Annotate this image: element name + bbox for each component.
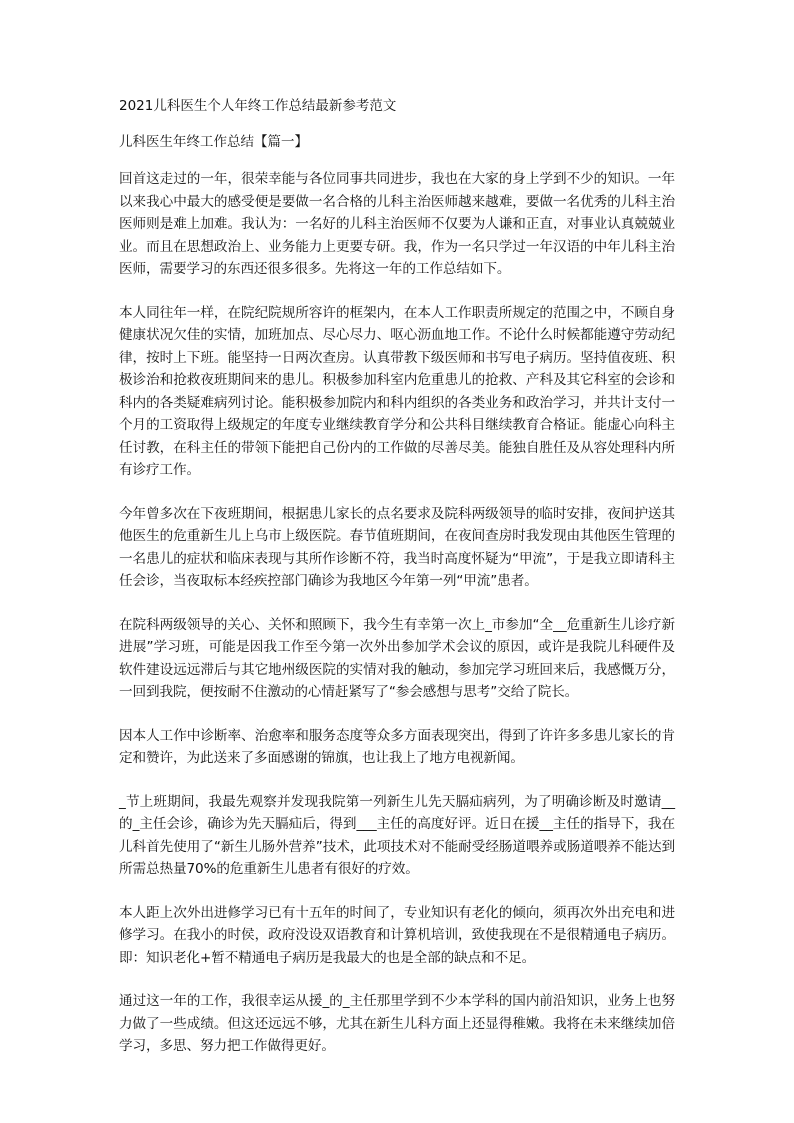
paragraph-1: 回首这走过的一年，很荣幸能与各位同事共同进步，我也在大家的身上学到不少的知识。一年以来我心中最大的感受便是要做一名合格的儿科主治医师越来越难，要做一名优秀的儿科主治医师则是难上加难。我认为：一名好的儿科主治医师不仅要为人谦和正直，对事业认真兢兢业业。而且在思想政治上、业务能力上更要专研。我，作为一名只学过一年汉语的中年儿科主治医师，需要学习的东西还很多很多。先将这一年的工作总结如下。 (119, 171, 675, 277)
paragraph-8: 通过这一年的工作，我很幸运从援_的_主任那里学到不少本学科的国内前沿知识，业务上也努力做了一些成绩。但这还远远不够，尤其在新生儿科方面上还显得稚嫩。我将在未来继续加倍学习，多思、努力把工作做得更好。 (119, 993, 675, 1054)
section-heading: 儿科医生年终工作总结【篇一】 (119, 134, 308, 150)
paragraph-2: 本人同往年一样，在院纪院规所容许的框架内，在本人工作职责所规定的范围之中，不顾自身健康状况欠佳的实情，加班加点、尽心尽力、呕心沥血地工作。不论什么时候都能遵守劳动纪律，按时上下班。能坚持一日两次查房。认真带教下级医师和书写电子病历。坚持值夜班、积极诊治和抢救夜班期间来的患儿。积极参加科室内危重患儿的抢救、产科及其它科室的会诊和科内的各类疑难病列讨论。能积极参加院内和科内组织的各类业务和政治学习，并共计支付一个月的工资取得上级规定的年度专业继续教育学分和公共科目继续教育合格证。能虚心向科主任讨教，在科主任的带领下能把自己份内的工作做的尽善尽美。能独自胜任及从容处理科内所有诊疗工作。 (119, 304, 675, 478)
document-title: 2021儿科医生个人年终工作总结最新参考范文 (119, 98, 397, 114)
paragraph-7: 本人距上次外出进修学习已有十五年的时间了，专业知识有老化的倾向，须再次外出充电和进修学习。在我小的时侯，政府没设双语教育和计算机培训，致使我现在不是很精通电子病历。即：知识老化+暂不精通电子病历是我最大的也是全部的缺点和不足。 (119, 904, 675, 966)
paragraph-6: _节上班期间，我最先观察并发现我院第一列新生儿先天膈疝病列，为了明确诊断及时邀请__的_主任会诊，确诊为先天膈疝后，得到___主任的高度好评。近日在援__主任的指导下，我在儿科首先使用了“新生儿肠外营养”技术，此项技术对不能耐受经肠道喂养或肠道喂养不能达到所需总热量70%的危重新生儿患者有很好的疗效。 (119, 793, 675, 877)
paragraph-3: 今年曾多次在下夜班期间，根据患儿家长的点名要求及院科两级领导的临时安排，夜间护送其他医生的危重新生儿上乌市上级医院。春节值班期间，在夜间查房时我发现由其他医生管理的一名患儿的症状和临床表现与其所作诊断不符，我当时高度怀疑为“甲流”，于是我立即请科主任会诊，当夜取标本经疾控部门确诊为我地区今年第一列“甲流”患者。 (119, 505, 675, 589)
document-page (119, 96, 675, 1079)
paragraph-5: 因本人工作中诊断率、治愈率和服务态度等众多方面表现突出，得到了许许多多患儿家长的肯定和赞许，为此送来了多面感谢的锦旗，也让我上了地方电视新闻。 (119, 727, 675, 766)
paragraph-4: 在院科两级领导的关心、关怀和照顾下，我今生有幸第一次上_市参加“全__危重新生儿诊疗新进展”学习班，可能是因我工作至今第一次外出参加学术会议的原因，或许是我院儿科硬件及软件建设远远滞后与其它地州级医院的实情对我的触动，参加完学习班回来后，我感慨万分，一回到我院，便按耐不住激动的心情赶紧写了“参会感想与思考”交给了院长。 (119, 616, 675, 700)
